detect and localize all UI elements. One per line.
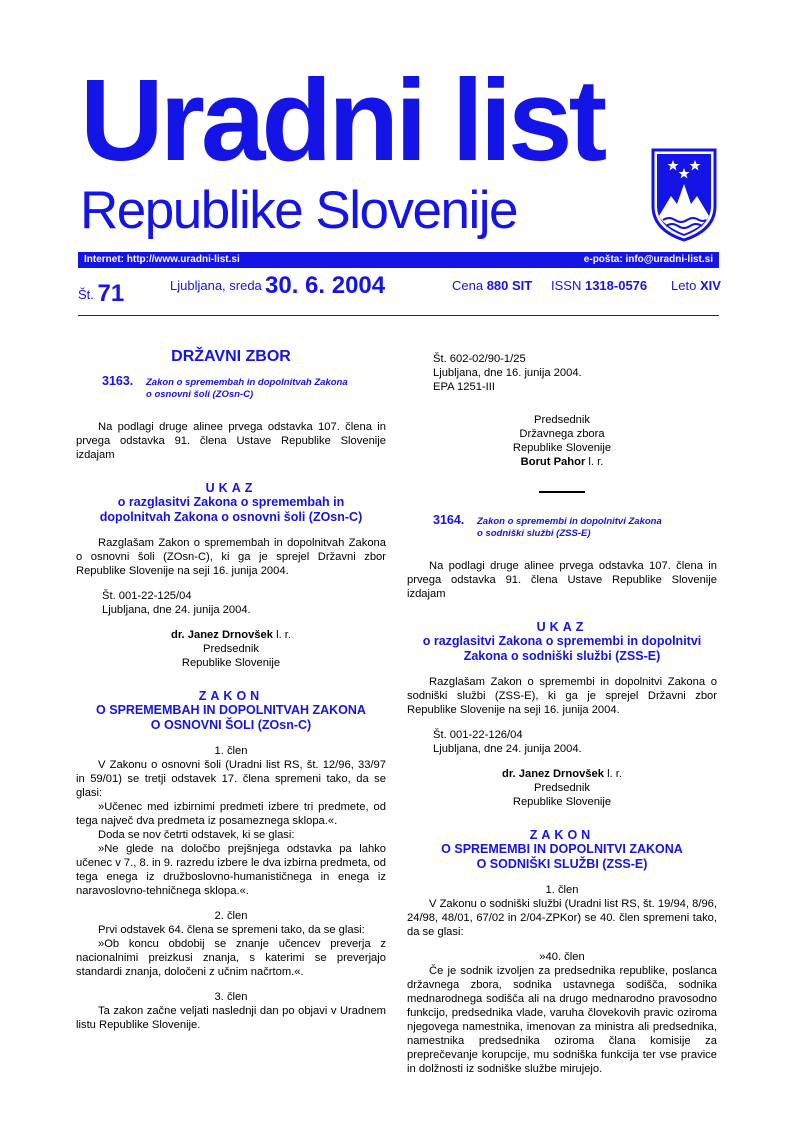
- issue-number-value: 71: [97, 280, 125, 307]
- left-column: [76, 340, 386, 1032]
- article-1-title: 1. člen: [545, 884, 579, 896]
- article-1-paragraph: V Zakonu o osnovni šoli (Uradni list RS, št. 12/96, 33/97 in 59/01) se tretji odstavek 17. člena spremeni tako, da se glasi:: [76, 759, 386, 799]
- zakon-subtitle: O SPREMEMBAH IN DOPOLNITVAH ZAKONA O OSNOVNI ŠOLI (ZOsn-C): [96, 703, 366, 732]
- signer-org: Republike Slovenije: [512, 796, 612, 808]
- article-40-paragraph: Če je sodnik izvoljen za predsednika republike, poslanca državnega zbora, sodnika ustavnega sodišča, sodnika mednarodnega sodišča ali na drugo mednarodno pravosodno funkcijo, predsednika vlade, varuha človekovih pravic oziroma njegovega namestnika, imenovan za ministra ali predsednika, namestnika predsednika oziroma člana komisije za preprečevanje korupcije, mu sodniška funkcija ter vse pravice in dolžnosti iz sodniške službe mirujejo.: [407, 965, 717, 1075]
- signer-name: dr. Janez Drnovšek l. r.: [501, 768, 622, 780]
- article-3-paragraph: Ta zakon začne veljati naslednji dan po objavi v Uradnem listu Republike Slovenije.: [76, 1005, 386, 1031]
- issue-date: 30. 6. 2004: [265, 272, 386, 299]
- reference-date: Ljubljana, dne 16. junija 2004.: [433, 367, 582, 379]
- president-org: Republike Slovenije: [512, 442, 612, 454]
- issn-value: 1318-0576: [584, 278, 648, 293]
- issue-year: [671, 278, 721, 293]
- issue-place-day: Ljubljana, sreda: [170, 278, 262, 293]
- epa-number: EPA 1251-III: [433, 381, 495, 393]
- act-number: 3164.: [433, 513, 465, 527]
- article-1-title: 1. člen: [214, 745, 248, 757]
- article-2-paragraph: »Ob koncu obdobij se znanje učencev preverja z nacionalnimi preizkusi znanja, s katerimi se preverjajo standardi znanja, določeni z učnim načrtom.«.: [76, 938, 386, 978]
- razglasam-paragraph: Razglašam Zakon o spremembi in dopolnitvi Zakona o sodniški službi (ZSS-E), ki ga je sprejel Državni zbor Republike Slovenije na seji 16. junija 2004.: [407, 676, 717, 716]
- reference-number: Št. 001-22-125/04: [102, 590, 192, 602]
- masthead-subtitle: Republike Slovenije: [80, 181, 518, 240]
- year-value: XIV: [699, 278, 721, 293]
- act-title: Zakon o spremembah in dopolnitvah Zakona o osnovni šoli (ZOsn-C): [146, 377, 348, 400]
- ukaz-heading: UKAZ: [536, 620, 588, 634]
- issue-issn: [551, 278, 647, 293]
- president-role: Predsednik: [534, 414, 590, 426]
- coat-of-arms-icon: [649, 146, 719, 242]
- act-title: Zakon o spremembi in dopolnitvi Zakona o sodniški službi (ZSS-E): [477, 516, 662, 539]
- zakon-heading: ZAKON: [529, 828, 595, 842]
- zakon-subtitle: O SPREMEMBI IN DOPOLNITVI ZAKONA O SODNIŠKI SLUŽBI (ZSS-E): [441, 842, 683, 871]
- intro-paragraph: Na podlagi druge alinee prvega odstavka 107. člena in prvega odstavka 91. člena Ustave Republike Slovenije izdajam: [407, 560, 717, 600]
- intro-paragraph: Na podlagi druge alinee prvega odstavka 107. člena in prvega odstavka 91. člena Ustave Republike Slovenije izdajam: [76, 421, 386, 461]
- reference-date: Ljubljana, dne 24. junija 2004.: [433, 743, 582, 755]
- razglasam-paragraph: Razglašam Zakon o spremembah in dopolnitvah Zakona o osnovni šoli (ZOsn-C), ki ga je sprejel Državni zbor Republike Slovenije na seji 16. junija 2004.: [76, 537, 386, 577]
- contact-bar: [78, 252, 719, 268]
- issue-number-label: Št.: [78, 287, 94, 302]
- article-2-paragraph: Prvi odstavek 64. člena se spremeni tako, da se glasi:: [98, 924, 365, 936]
- signer-role: Predsednik: [534, 782, 590, 794]
- article-2-title: 2. člen: [214, 910, 248, 922]
- price-value: 880 SIT: [486, 278, 533, 293]
- reference-number: Št. 001-22-126/04: [433, 729, 523, 741]
- signer-role: Predsednik: [203, 643, 259, 655]
- signer-org: Republike Slovenije: [181, 657, 281, 669]
- section-title: DRŽAVNI ZBOR: [171, 348, 291, 365]
- article-1-paragraph: Doda se nov četrti odstavek, ki se glasi:: [98, 829, 295, 841]
- zakon-heading: ZAKON: [198, 689, 264, 703]
- right-column: [407, 352, 717, 1076]
- internet-link[interactable]: Internet: http://www.uradni-list.si: [84, 254, 240, 265]
- president-org: Državnega zbora: [519, 428, 605, 440]
- article-3-title: 3. člen: [214, 991, 248, 1003]
- issue-number: [78, 278, 124, 306]
- act-heading-3163: [102, 374, 386, 401]
- issn-label: ISSN: [551, 278, 582, 293]
- article-1-paragraph: »Učenec med izbirnimi predmeti izbere tri predmete, od tega največ dva predmeta iz posameznega sklopa.«.: [76, 801, 386, 827]
- act-heading-3164: [433, 513, 717, 540]
- article-1-paragraph: »Ne glede na določbo prejšnjega odstavka pa lahko učenec v 7., 8. in 9. razredu izbere le dva izbirna predmeta, od tega enega iz družboslovno-humanističnega in enega iz naravoslovno-tehničnega sklopa.«.: [76, 843, 386, 897]
- ukaz-heading: UKAZ: [205, 481, 257, 495]
- header-rule: [78, 315, 719, 316]
- reference-date: Ljubljana, dne 24. junija 2004.: [102, 604, 251, 616]
- signer-name: dr. Janez Drnovšek l. r.: [170, 629, 291, 641]
- ukaz-subtitle: o razglasitvi Zakona o spremembi in dopolnitvi Zakona o sodniški službi (ZSS-E): [422, 634, 702, 663]
- masthead-title: Uradni list: [80, 55, 604, 185]
- article-1-paragraph: V Zakonu o sodniški službi (Uradni list RS, št. 19/94, 8/96, 24/98, 48/01, 67/02 in 2/04-ZPKor) se 40. člen spremeni tako, da se glasi:: [407, 898, 717, 938]
- article-40-title: »40. člen: [539, 951, 585, 963]
- price-label: Cena: [452, 278, 484, 293]
- issue-place: [170, 278, 262, 293]
- issue-price: [452, 278, 532, 293]
- reference-number: Št. 602-02/90-1/25: [433, 353, 526, 365]
- president-name: Borut Pahor l. r.: [520, 456, 604, 468]
- email-link[interactable]: e-pošta: info@uradni-list.si: [583, 254, 713, 265]
- act-number: 3163.: [102, 374, 134, 388]
- ukaz-subtitle: o razglasitvi Zakona o spremembah in dopolnitvah Zakona o osnovni šoli (ZOsn-C): [99, 495, 363, 524]
- year-label: Leto: [671, 278, 697, 293]
